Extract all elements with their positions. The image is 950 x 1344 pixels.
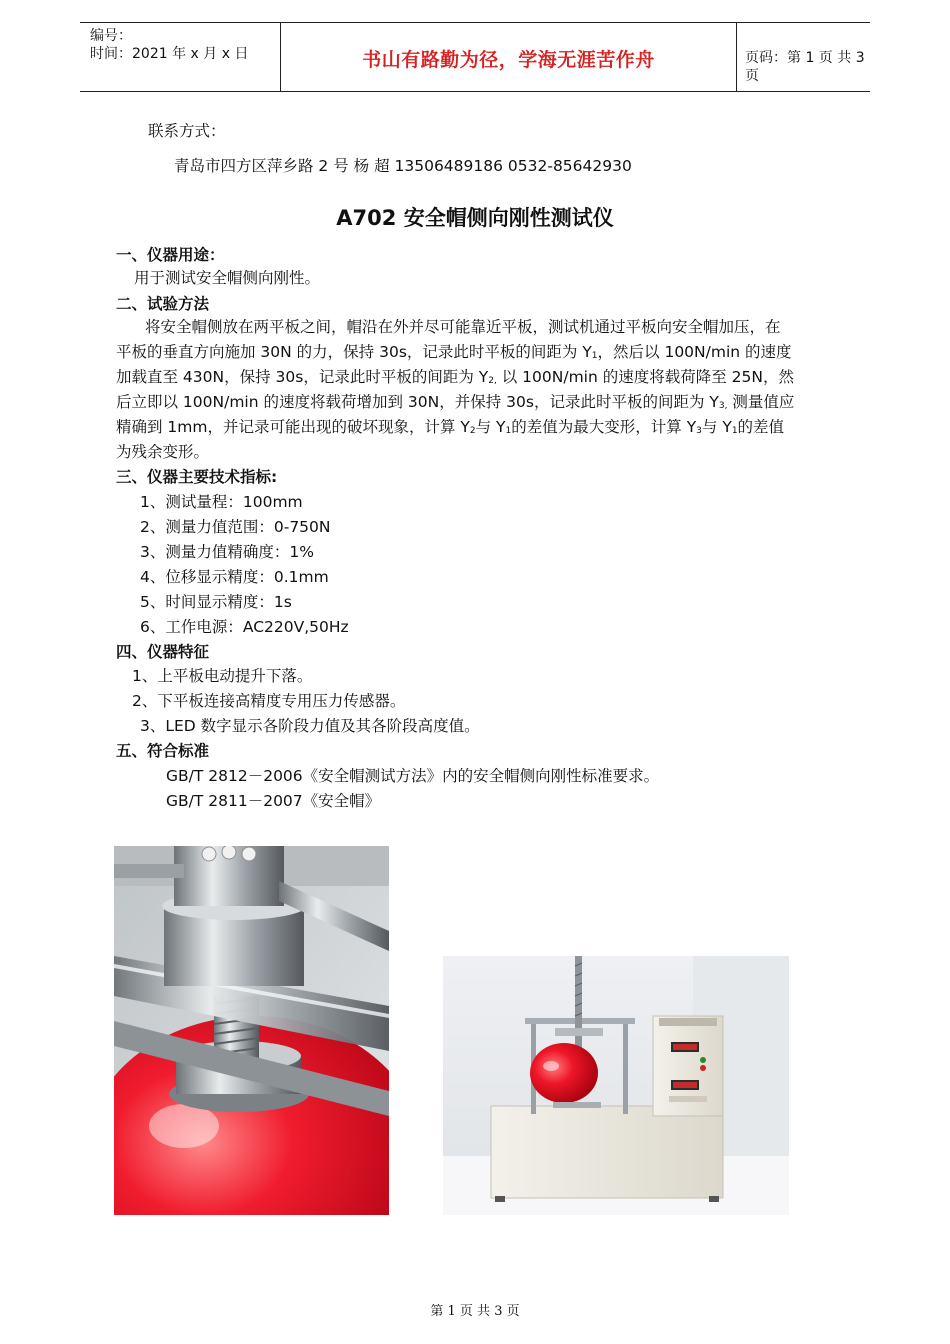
spec-item: 6、工作电源：AC220V,50Hz	[140, 618, 349, 636]
standard-item: GB/T 2811－2007《安全帽》	[166, 792, 381, 810]
section-standards-heading: 五、符合标准	[116, 742, 210, 760]
section-method-heading: 二、试验方法	[116, 295, 210, 313]
feature-item: 2、下平板连接高精度专用压力传感器。	[132, 692, 406, 710]
method-line-3: 加载直至 430N，保持 30s，记录此时平板的间距为 $Y_{2,}$ 以 100N/min 的速度将载荷降至 25N，然	[116, 368, 794, 386]
method-line-6: 为残余变形。	[116, 443, 210, 461]
standard-item: GB/T 2812－2006《安全帽测试方法》内的安全帽侧向刚性标准要求。	[166, 767, 660, 785]
document-time-label: 时间：2021 年 x 月 x 日	[90, 46, 249, 62]
document-header	[80, 22, 870, 92]
feature-item: 3、LED 数字显示各阶段力值及其各阶段高度值。	[140, 717, 480, 735]
method-line-1: 将安全帽侧放在两平板之间，帽沿在外并尽可能靠近平板，测试机通过平板向安全帽加压，在	[145, 318, 781, 336]
spec-item: 4、位移显示精度：0.1mm	[140, 568, 329, 586]
page-title: A702 安全帽侧向刚性测试仪	[336, 206, 614, 230]
tester-machine-photo	[443, 956, 789, 1215]
header-meta-cell	[80, 23, 280, 91]
section-specs-heading: 三、仪器主要技术指标:	[116, 468, 278, 486]
method-line-4: 后立即以 100N/min 的速度将载荷增加到 30N，并保持 30s，记录此时平板的间距为 $Y_{3,}$ 测量值应	[116, 393, 795, 411]
header-page-label: 页码：第 1 页 共 3 页	[745, 50, 865, 84]
section-features-heading: 四、仪器特征	[116, 643, 210, 661]
section-usage-text: 用于测试安全帽侧向刚性。	[134, 269, 321, 287]
spec-item: 2、测量力值范围：0-750N	[140, 518, 331, 536]
spec-item: 1、测试量程：100mm	[140, 493, 303, 511]
method-line-5: 精确到 1mm，并记录可能出现的破坏现象，计算 $Y_2$与 $Y_1$的差值为最大变形，计算 $Y_3$与 $Y_1$的差值	[116, 418, 785, 436]
motto-text: 书山有路勤为径，学海无涯苦作舟	[362, 49, 655, 71]
feature-item: 1、上平板电动提升下落。	[132, 667, 313, 685]
helmet-closeup-photo	[114, 846, 389, 1215]
page-footer: 第 1 页 共 3 页	[430, 1304, 520, 1319]
method-line-2: 平板的垂直方向施加 30N 的力，保持 30s，记录此时平板的间距为 $Y_1$，然后以 100N/min 的速度	[116, 343, 792, 361]
header-page-cell	[735, 23, 870, 91]
document-number-label: 编号：	[90, 28, 132, 44]
spec-item: 5、时间显示精度：1s	[140, 593, 292, 611]
contact-details: 青岛市四方区萍乡路 2 号 杨 超 13506489186 0532-85642930	[174, 157, 632, 175]
header-motto-cell	[280, 23, 737, 91]
spec-item: 3、测量力值精确度：1%	[140, 543, 314, 561]
contact-label: 联系方式：	[148, 122, 226, 140]
section-usage-heading: 一、仪器用途：	[116, 246, 225, 264]
